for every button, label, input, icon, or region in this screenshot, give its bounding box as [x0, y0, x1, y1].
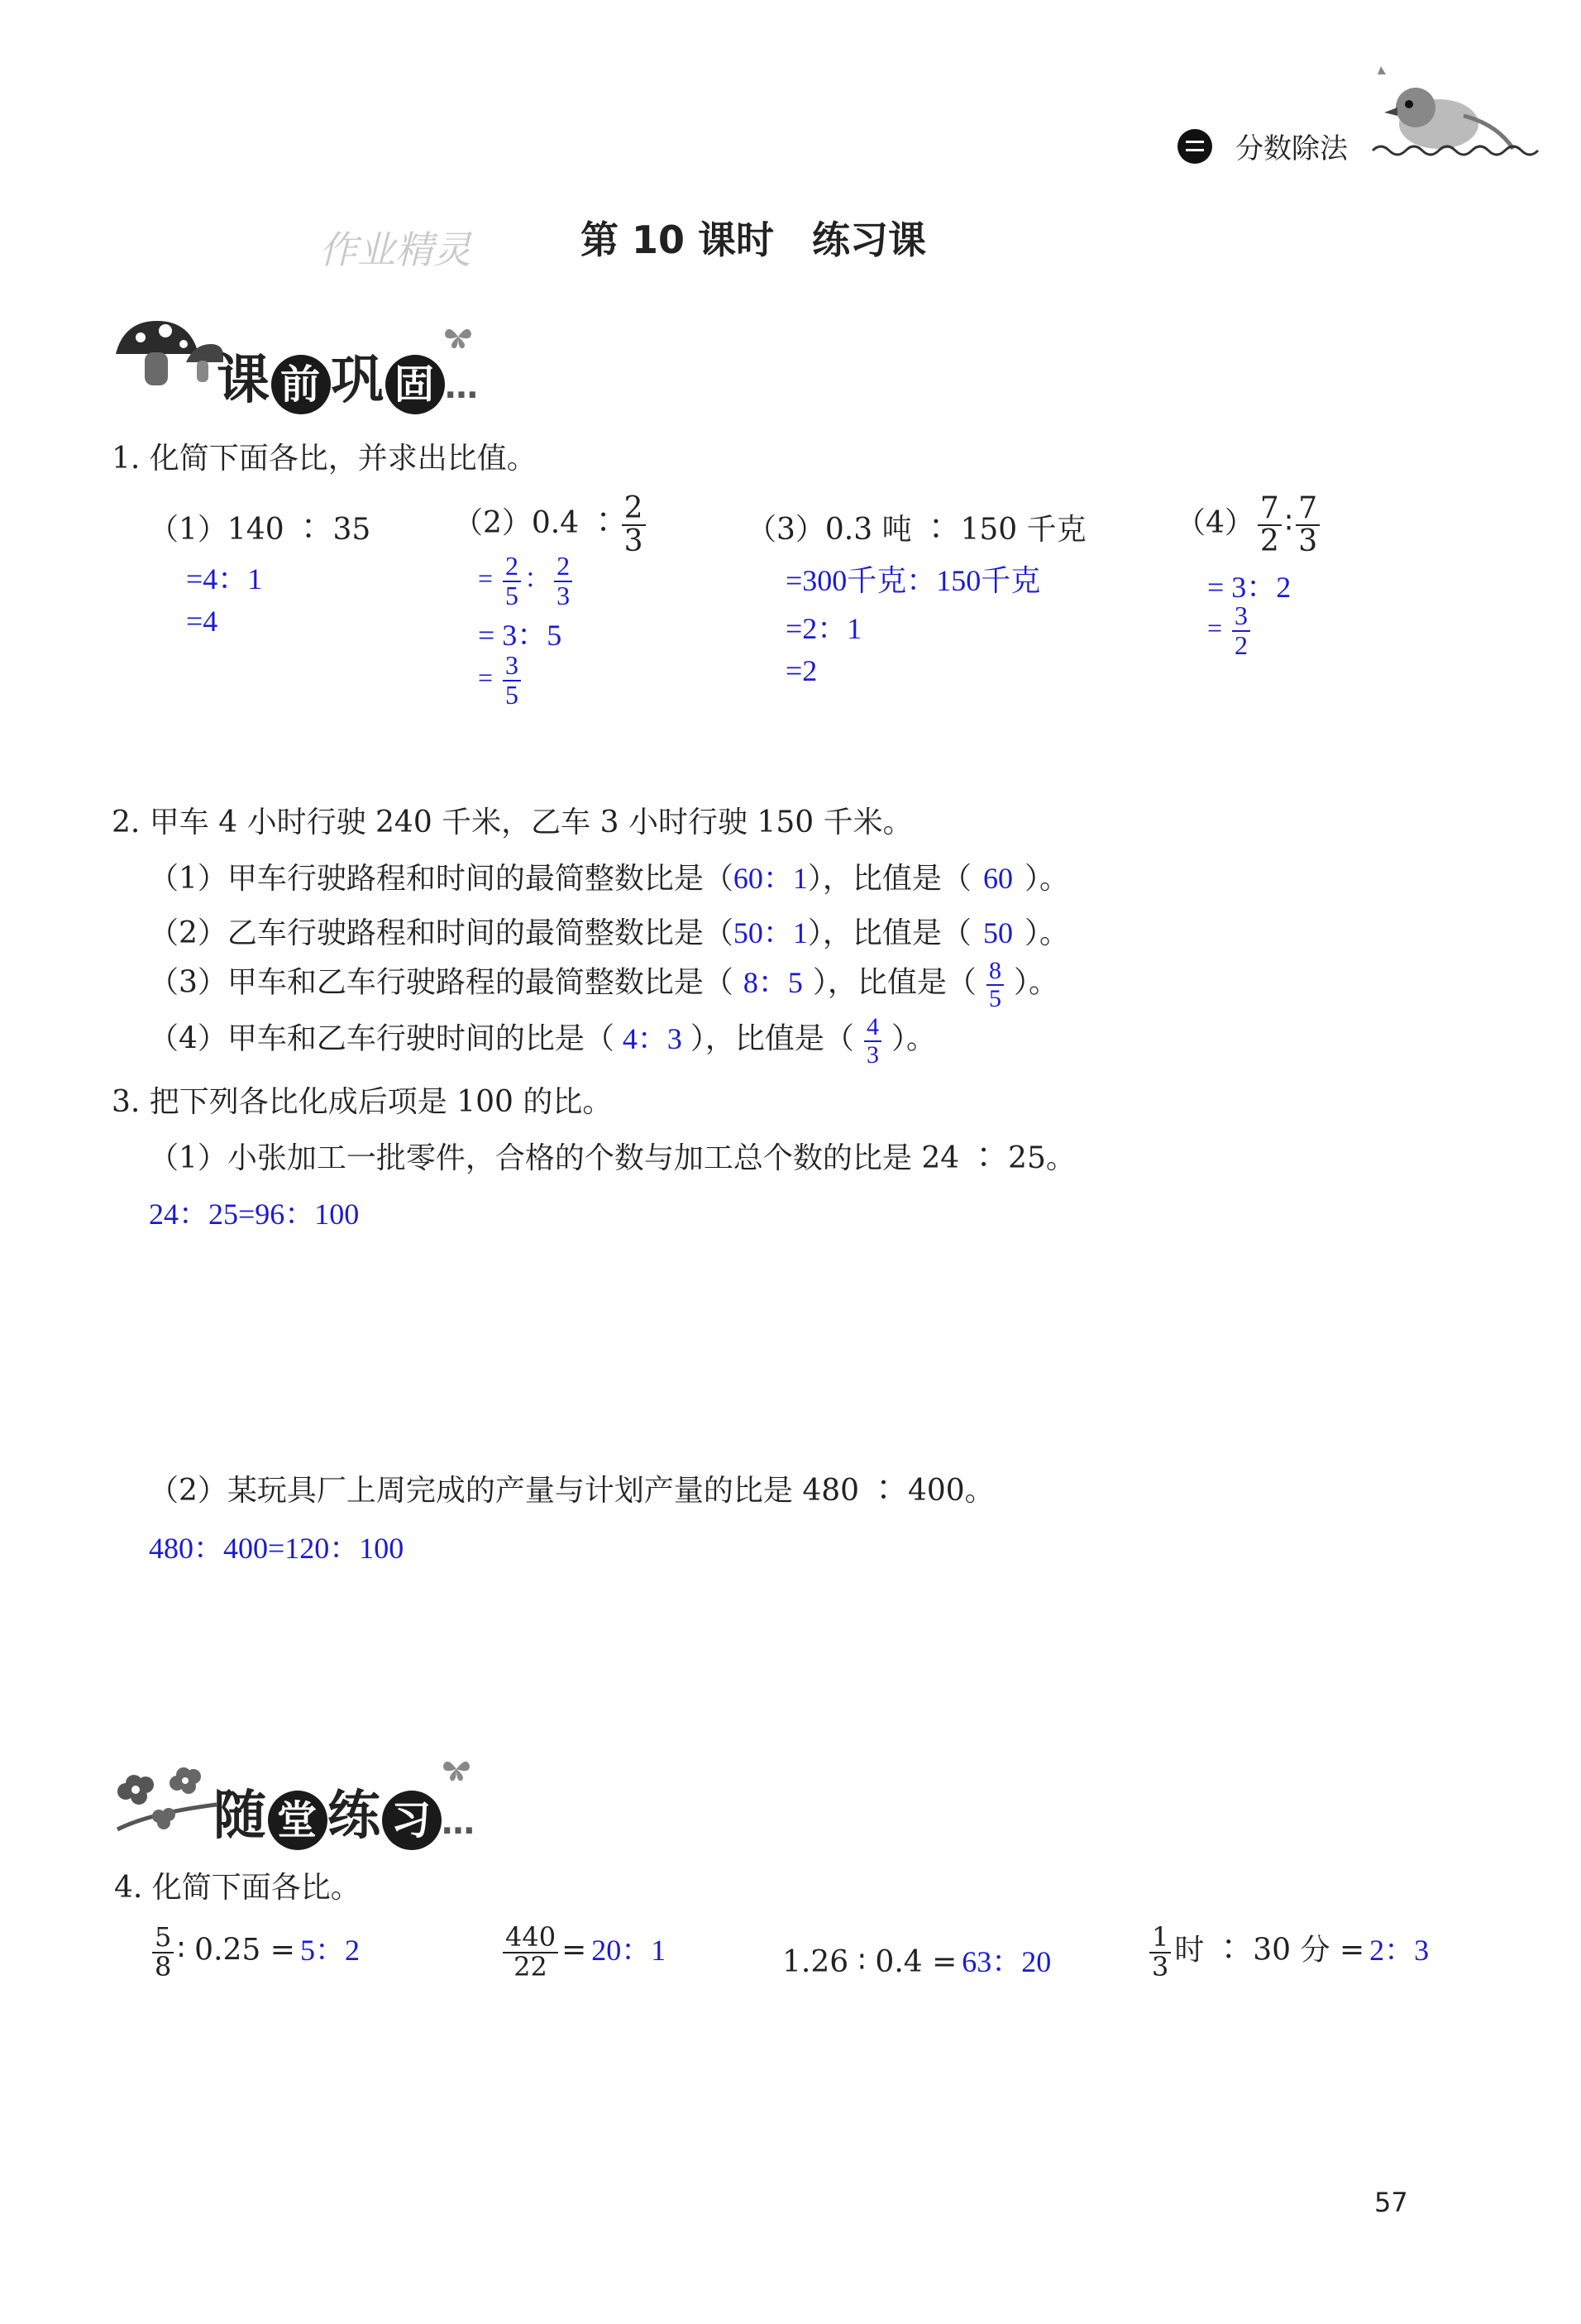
q3-sub2-text: （2）某玩具厂上周完成的产量与计划产量的比是 480 ∶ 400。 — [149, 1474, 995, 1508]
fraction: $\frac{5}{8}$ — [152, 1924, 174, 1981]
butterfly-icon — [440, 1757, 473, 1781]
section-char-highlight: 前 — [271, 355, 331, 414]
page-number: 57 — [1374, 2187, 1408, 2218]
q1-part2-answer-line2: = 3：5 — [478, 619, 562, 652]
watermark-text: 作业精灵 — [319, 227, 471, 272]
q2-sub3-value-answer: $\frac{8}{5}$ — [986, 958, 1004, 1011]
q4-answer-3: 63：20 — [962, 1945, 1052, 1978]
q3-sub2-answer: 480：400=120：100 — [149, 1532, 404, 1565]
section-dots: … — [445, 368, 480, 406]
q4-expression-3: 1.26 ∶ 0.4 = 63：20 — [782, 1945, 1052, 1979]
question-2-title: 2. 甲车 4 小时行驶 240 千米，乙车 3 小时行驶 150 千米。 — [112, 806, 913, 839]
fraction: $\frac{3}{5}$ — [503, 652, 521, 709]
q2-sub1-value-answer: 60 — [982, 862, 1013, 895]
q2-sub4-value-answer: $\frac{4}{3}$ — [864, 1014, 881, 1068]
q1-part1-answer-line1: =4：1 — [186, 562, 263, 595]
fraction: $\frac{2}{3}$ — [622, 493, 646, 557]
fraction: $\frac{1}{3}$ — [1149, 1924, 1171, 1981]
q1-part3-answer-line2: =2：1 — [786, 612, 862, 645]
section-dots: … — [442, 1804, 476, 1842]
section-char: 练 — [327, 1786, 382, 1847]
q1-part4-answer-line1: = 3：2 — [1207, 571, 1292, 604]
q2-sub4-ratio-answer: 4：3 — [622, 1021, 682, 1055]
q4-answer-4: 2：3 — [1369, 1933, 1430, 1967]
q1-part2-answer-line3: = $\frac{3}{5}$ — [478, 652, 524, 709]
section-char: 巩 — [331, 350, 385, 411]
section-char: 课 — [217, 350, 271, 411]
fraction: $\frac{2}{5}$ — [503, 552, 521, 610]
q1-part4-expression: （4） $\frac{7}{2}$ ∶ $\frac{7}{3}$ — [1176, 493, 1323, 557]
question-4-title: 4. 化简下面各比。 — [114, 1871, 361, 1905]
chapter-title: 分数除法 — [1235, 132, 1348, 165]
fraction: $\frac{440}{22}$ — [503, 1924, 558, 1981]
mushroom-icon — [107, 304, 223, 395]
q1-part3-answer-line3: =2 — [786, 654, 818, 687]
q3-sub1-text: （1）小张加工一批零件，合格的个数与加工总个数的比是 24 ∶ 25。 — [149, 1141, 1076, 1175]
q1-part2-label: （2）0.4 ∶ — [453, 505, 619, 540]
flower-branch-icon — [109, 1750, 225, 1841]
q2-sub1-ratio-answer: 60：1 — [733, 862, 808, 895]
q1-part1-expression: （1）140 ∶ 35 — [149, 513, 371, 547]
section-heading-inclass — [213, 1773, 476, 1850]
q1-part4-answer-line2: = $\frac{3}{2}$ — [1207, 602, 1254, 659]
q4-answer-1: 5：2 — [299, 1933, 360, 1967]
q2-sub3: （3）甲车和乙车行驶路程的最简整数比是（ 8：5 ），比值是（ $\frac{8}{5}$ ）。 — [149, 957, 1058, 1012]
section-char-highlight: 习 — [382, 1791, 442, 1850]
q2-sub2-ratio-answer: 50：1 — [733, 916, 808, 949]
q2-sub4: （4）甲车和乙车行驶时间的比是（ 4：3 ），比值是（ $\frac{4}{3}$ ）。 — [149, 1013, 936, 1069]
fraction: $\frac{2}{3}$ — [554, 552, 572, 610]
section-char-highlight: 固 — [385, 355, 445, 414]
question-3-title: 3. 把下列各比化成后项是 100 的比。 — [112, 1085, 613, 1119]
fraction: $\frac{3}{2}$ — [1232, 602, 1250, 659]
fraction: $\frac{7}{3}$ — [1296, 493, 1320, 557]
q3-sub1-answer: 24：25=96：100 — [149, 1198, 360, 1231]
lesson-title: 第 10 课时 练习课 — [580, 218, 927, 262]
q4-answer-2: 20：1 — [591, 1933, 666, 1967]
q2-sub2: （2）乙车行驶路程和时间的最简整数比是（50：1），比值是（ 50 ）。 — [149, 916, 1069, 950]
section-char: 随 — [213, 1786, 268, 1847]
q4-expression-4: $\frac{1}{3}$ 时 ∶ 30 分 = 2：3 — [1146, 1924, 1429, 1981]
chapter-number-icon — [1177, 129, 1212, 164]
q1-part1-answer-line2: =4 — [186, 605, 218, 638]
section-char-highlight: 堂 — [268, 1791, 327, 1850]
q1-part3-answer-line1: =300千克：150千克 — [786, 564, 1041, 597]
q4-expression-1: $\frac{5}{8}$ ∶ 0.25 = 5：2 — [149, 1924, 360, 1981]
q2-sub1: （1）甲车行驶路程和时间的最简整数比是（60：1），比值是（ 60 ）。 — [149, 862, 1069, 896]
q1-part3-expression: （3）0.3 吨 ∶ 150 千克 — [747, 513, 1087, 547]
fraction: $\frac{7}{2}$ — [1258, 493, 1282, 557]
question-1-title: 1. 化简下面各比，并求出比值。 — [112, 442, 537, 476]
butterfly-icon — [442, 324, 475, 349]
q2-sub3-ratio-answer: 8：5 — [743, 965, 803, 999]
q4-expression-2: $\frac{440}{22}$ = 20：1 — [499, 1924, 666, 1981]
bird-icon — [1364, 58, 1546, 165]
section-heading-preclass — [217, 337, 480, 414]
q1-part2-answer-line1: = $\frac{2}{5}$ ： $\frac{2}{3}$ — [478, 552, 576, 610]
q2-sub2-value-answer: 50 — [982, 916, 1013, 949]
q1-part2-expression — [453, 493, 649, 557]
